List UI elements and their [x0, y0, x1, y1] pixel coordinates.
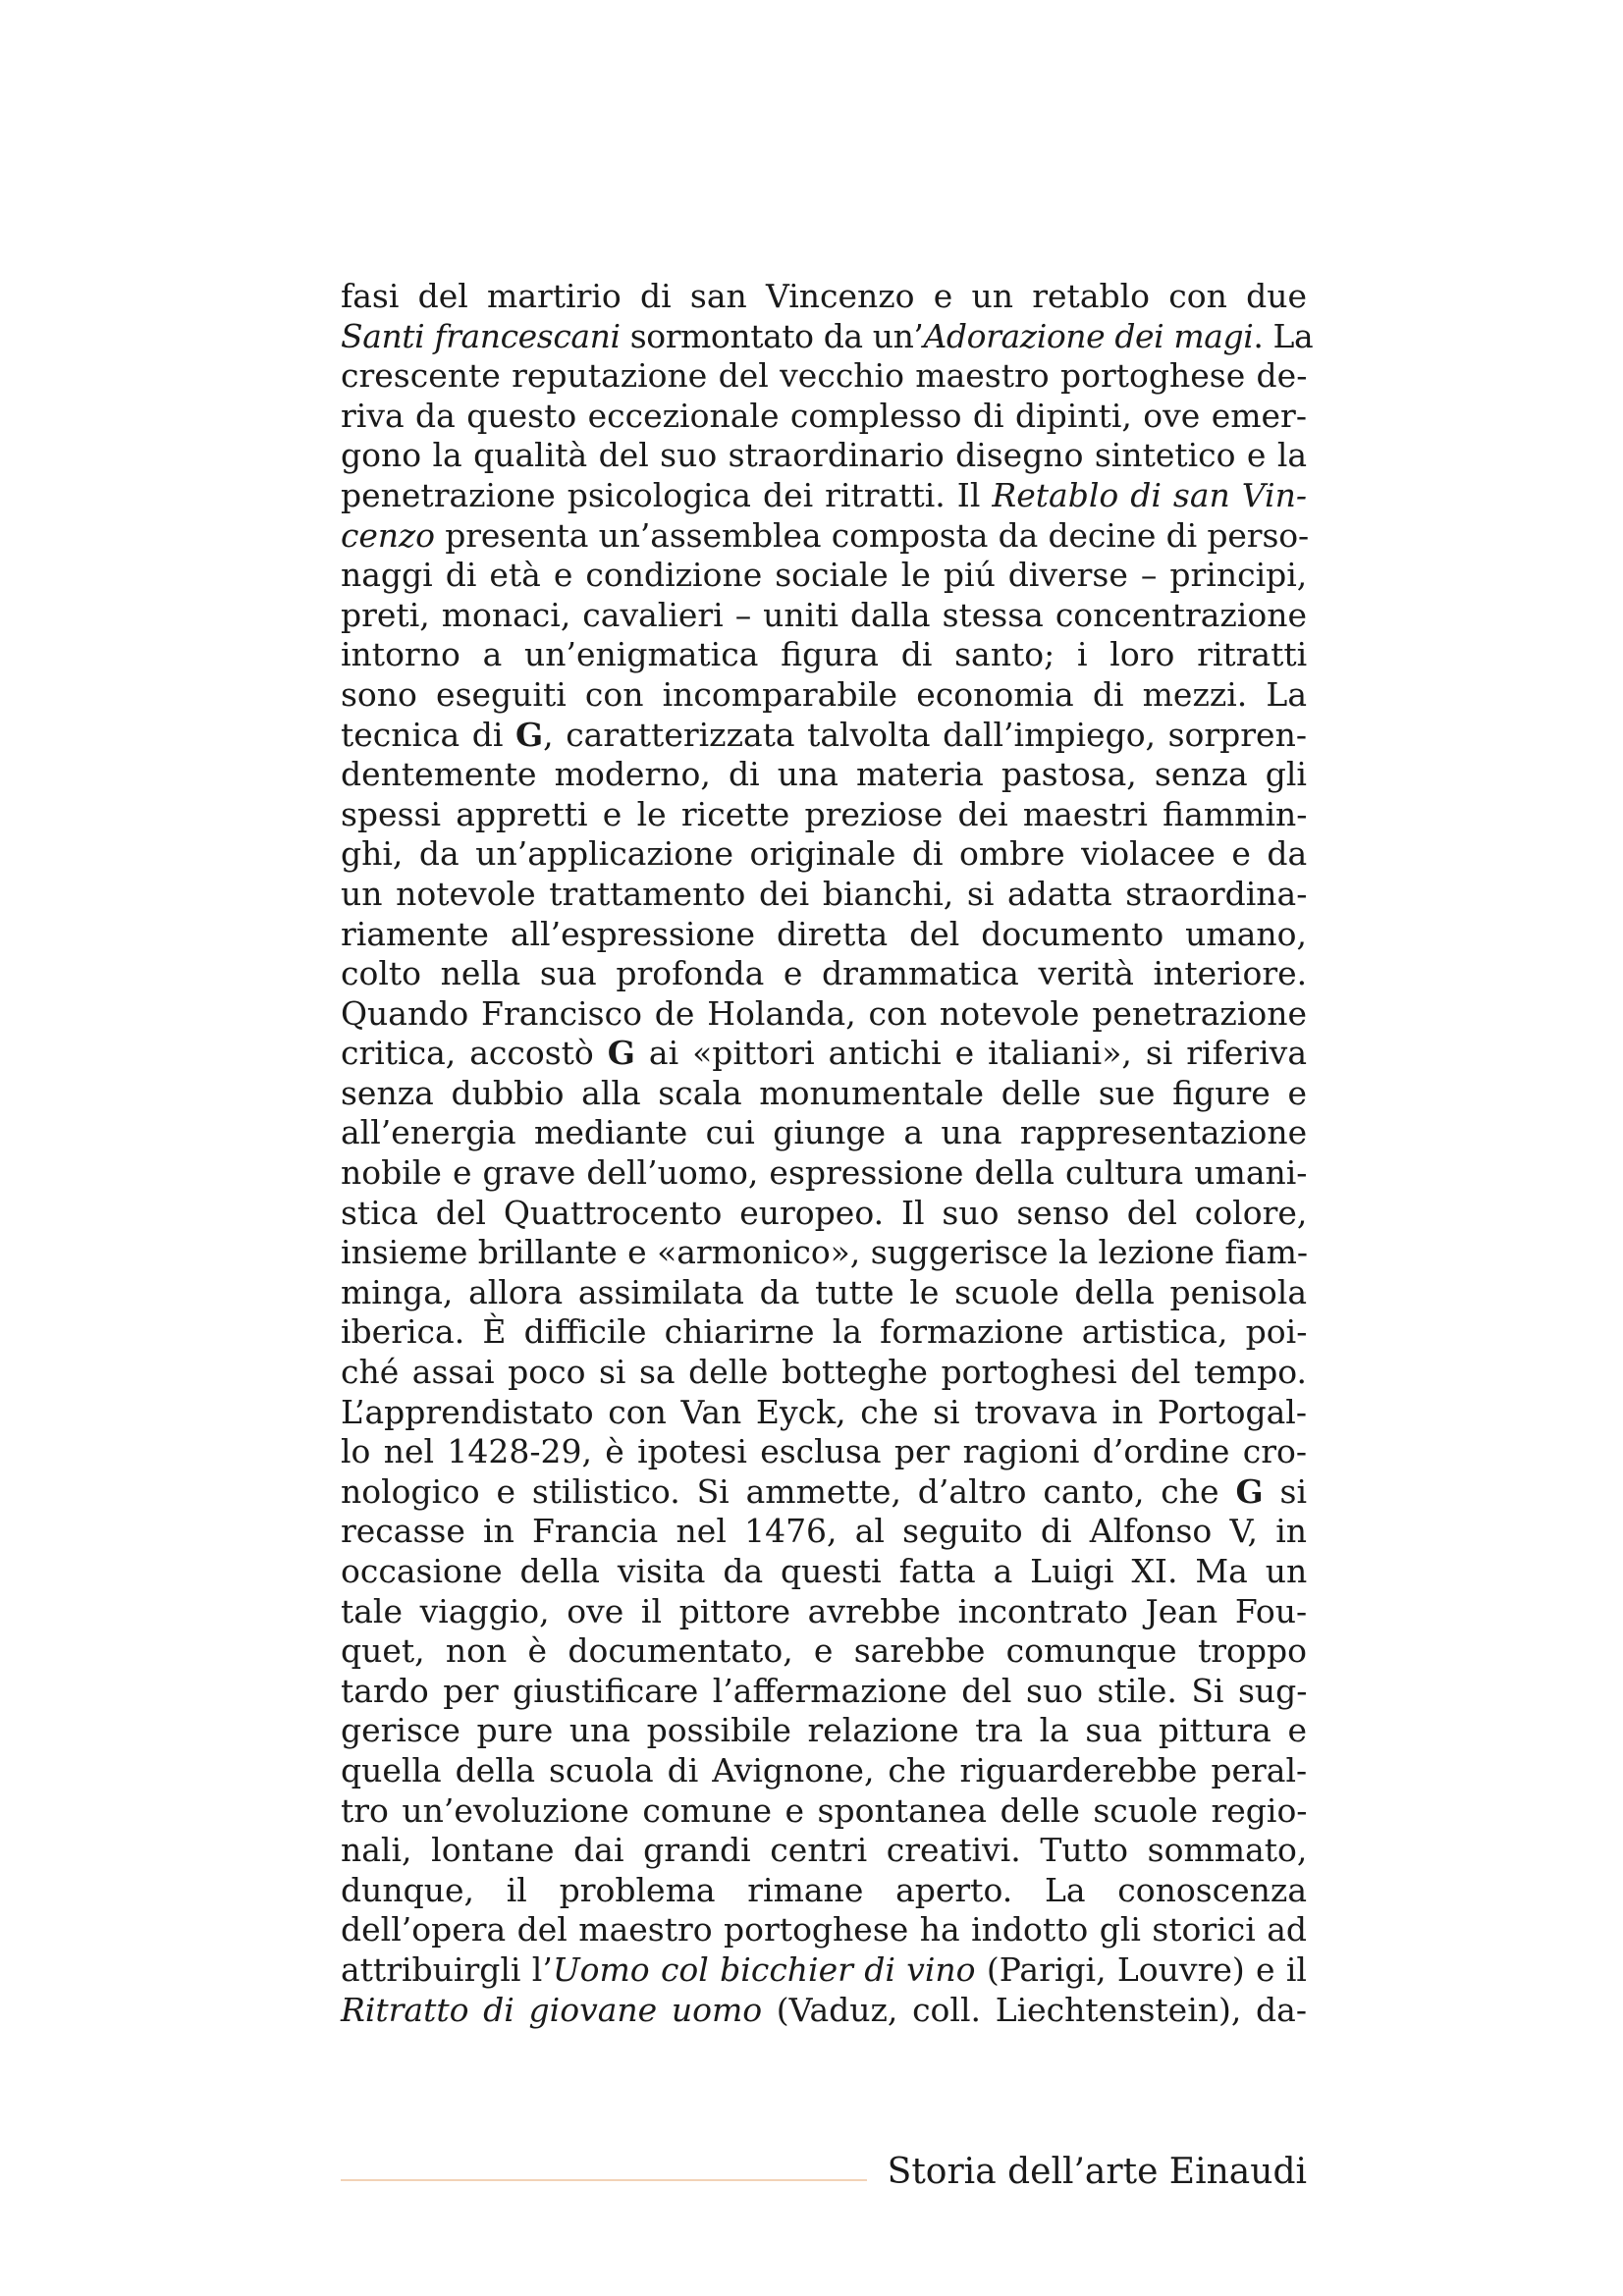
- text-run: si: [1263, 1471, 1307, 1511]
- text-line: [341, 716, 1307, 756]
- text-run: tardo per giustificare l’affermazione del suo stile. Si sug-: [341, 1671, 1308, 1710]
- footer: [341, 2152, 1307, 2195]
- italic-title: Adorazione dei magi: [923, 316, 1254, 355]
- text-line: [341, 436, 1307, 476]
- text-line: [341, 875, 1307, 915]
- text-run: intorno a un’enigmatica figura di santo; i loro ritratti: [341, 635, 1308, 674]
- text-run: all’energia mediante cui giunge a una rappresentazione: [341, 1113, 1308, 1152]
- text-run: nologico e stilistico. Si ammette, d’altro canto, che: [341, 1471, 1236, 1511]
- text-line: [341, 397, 1307, 437]
- bold-initial: G: [514, 715, 544, 754]
- text-run: stica del Quattrocento europeo. Il suo senso del colore,: [341, 1193, 1308, 1232]
- text-line: [341, 675, 1307, 716]
- text-line: [341, 1074, 1307, 1114]
- text-line: [341, 1552, 1307, 1592]
- text-run: attribuirgli l’: [341, 1949, 553, 1989]
- text-line: [341, 1871, 1307, 1911]
- text-run: critica, accostò: [341, 1034, 608, 1073]
- text-line: [341, 1233, 1307, 1273]
- text-line: [341, 1910, 1307, 1950]
- text-line: [341, 915, 1307, 955]
- text-line: [341, 1831, 1307, 1871]
- text-run: lo nel 1428-29, è ipotesi esclusa per ragioni d’ordine cro-: [341, 1432, 1307, 1471]
- text-line: [341, 1512, 1307, 1552]
- text-run: gono la qualità del suo straordinario disegno sintetico e la: [341, 436, 1308, 475]
- text-run: fasi del martirio di san Vincenzo e un retablo con due: [341, 277, 1307, 315]
- body-text: [341, 277, 1314, 2030]
- text-line: [341, 1273, 1307, 1313]
- text-run: penetrazione psicologica dei ritratti. Il: [341, 475, 993, 514]
- text-line: [341, 755, 1307, 795]
- text-run: Quando Francisco de Holanda, con notevole penetrazione: [341, 993, 1308, 1033]
- text-run: nobile e grave dell’uomo, espressione della cultura umani-: [341, 1153, 1308, 1193]
- text-run: naggi di età e condizione sociale le piú diverse – principi,: [341, 556, 1308, 595]
- text-run: . La: [1253, 316, 1314, 355]
- text-line: [341, 556, 1307, 596]
- text-line: [341, 635, 1307, 675]
- text-line: [341, 596, 1307, 636]
- text-run: sono eseguiti con incomparabile economia di mezzi. La: [341, 674, 1307, 714]
- bold-initial: G: [1235, 1471, 1264, 1511]
- text-line: [341, 356, 1307, 397]
- italic-title: Ritratto di giovane uomo: [341, 1990, 763, 2029]
- italic-title: cenzo: [341, 515, 435, 555]
- text-run: un notevole trattamento dei bianchi, si adatta straordina-: [341, 874, 1308, 913]
- text-line: [341, 1472, 1307, 1513]
- bold-initial: G: [607, 1034, 635, 1073]
- text-run: iberica. È difficile chiarirne la formazione artistica, poi-: [341, 1312, 1308, 1352]
- text-run: spessi appretti e le ricette preziose dei maestri fiammin-: [341, 794, 1308, 833]
- text-line: [341, 1672, 1307, 1712]
- text-run: dell’opera del maestro portoghese ha indotto gli storici ad: [341, 1910, 1307, 1949]
- text-line: [341, 1194, 1307, 1234]
- text-run: quella della scuola di Avignone, che riguarderebbe peral-: [341, 1750, 1308, 1789]
- text-run: recasse in Francia nel 1476, al seguito di Alfonso V, in: [341, 1512, 1308, 1551]
- text-line: [341, 1034, 1307, 1074]
- text-run: occasione della visita da questi fatta a Luigi XI. Ma un: [341, 1552, 1308, 1590]
- footer-title: Storia dell’arte Einaudi: [887, 2152, 1307, 2192]
- text-line: [341, 1631, 1307, 1672]
- text-line: [341, 1592, 1307, 1632]
- text-run: ché assai poco si sa delle botteghe portoghesi del tempo.: [341, 1353, 1307, 1392]
- italic-title: Santi francescani: [341, 316, 621, 355]
- text-line: [341, 1711, 1307, 1751]
- text-line: [341, 994, 1307, 1035]
- text-line: [341, 795, 1307, 835]
- text-line: [341, 954, 1307, 994]
- text-run: (Vaduz, coll. Liechtenstein), da-: [762, 1990, 1307, 2029]
- text-line: [341, 834, 1307, 875]
- text-run: riamente all’espressione diretta del documento umano,: [341, 914, 1307, 953]
- text-run: tale viaggio, ove il pittore avrebbe incontrato Jean Fou-: [341, 1591, 1308, 1630]
- text-run: tro un’evoluzione comune e spontanea delle scuole regio-: [341, 1790, 1308, 1830]
- text-line: [341, 1153, 1307, 1194]
- text-run: tecnica di: [341, 715, 515, 754]
- italic-title: Retablo di san Vin-: [992, 475, 1308, 514]
- text-run: insieme brillante e «armonico», suggerisce la lezione fiam-: [341, 1233, 1309, 1272]
- text-run: (Parigi, Louvre) e il: [975, 1949, 1307, 1989]
- text-line: [341, 1432, 1307, 1472]
- text-run: senza dubbio alla scala monumentale delle sue figure e: [341, 1073, 1307, 1112]
- text-run: L’apprendistato con Van Eyck, che si trovava in Portogal-: [341, 1392, 1307, 1431]
- text-run: dentemente moderno, di una materia pastosa, senza gli: [341, 755, 1307, 794]
- text-line: [341, 1751, 1307, 1791]
- text-run: preti, monaci, cavalieri – uniti dalla stessa concentrazione: [341, 595, 1307, 634]
- text-line: [341, 1113, 1307, 1153]
- text-line: [341, 515, 1310, 557]
- text-run: quet, non è documentato, e sarebbe comunque troppo: [341, 1631, 1307, 1671]
- text-line: [341, 277, 1307, 317]
- text-run: crescente reputazione del vecchio maestro portoghese de-: [341, 356, 1308, 396]
- text-run: colto nella sua profonda e drammatica verità interiore.: [341, 954, 1308, 993]
- text-line: [341, 1393, 1307, 1433]
- text-run: riva da questo eccezionale complesso di dipinti, ove emer-: [341, 396, 1307, 435]
- text-run: minga, allora assimilata da tutte le scuole della penisola: [341, 1272, 1307, 1311]
- text-run: gerisce pure una possibile relazione tra la sua pittura e: [341, 1711, 1307, 1750]
- text-line: [341, 1791, 1307, 1832]
- text-run: sormontato da un’: [620, 316, 924, 355]
- text-run: , caratterizzata talvolta dall’impiego, sorpren-: [543, 715, 1307, 754]
- text-line: [341, 1353, 1307, 1393]
- text-line: [341, 1991, 1307, 2031]
- text-line: [341, 316, 1314, 357]
- text-run: ghi, da un’applicazione originale di ombre violacee e da: [341, 834, 1308, 874]
- text-run: ai «pittori antichi e italiani», si riferiva: [634, 1034, 1307, 1073]
- text-run: dunque, il problema rimane aperto. La conoscenza: [341, 1870, 1307, 1909]
- text-line: [341, 1950, 1307, 1991]
- text-run: nali, lontane dai grandi centri creativi. Tutto sommato,: [341, 1831, 1308, 1870]
- text-line: [341, 1312, 1307, 1353]
- text-run: presenta un’assemblea composta da decine di perso-: [434, 515, 1310, 555]
- text-line: [341, 476, 1307, 516]
- italic-title: Uomo col bicchier di vino: [552, 1949, 976, 1989]
- footer-rule: [341, 2179, 867, 2181]
